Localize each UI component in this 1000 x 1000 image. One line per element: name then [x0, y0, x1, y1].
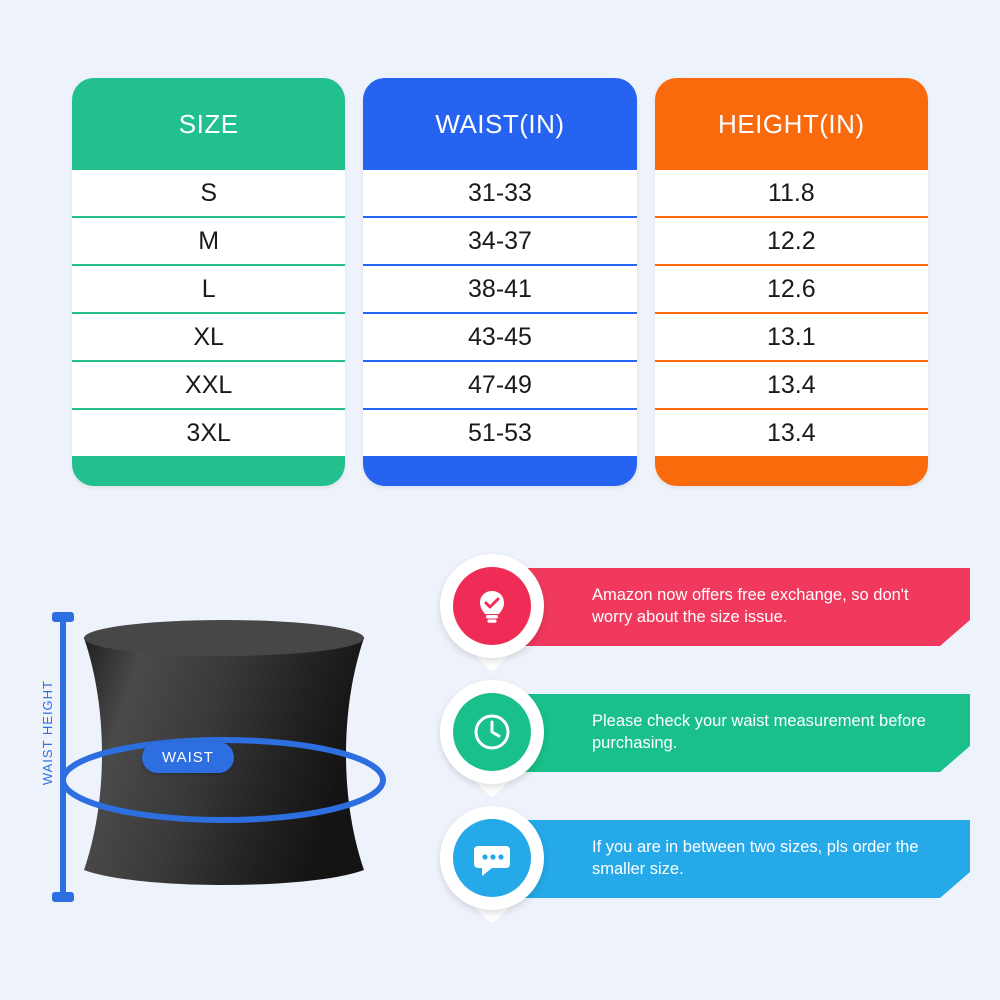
size-chart-column-size	[72, 78, 345, 486]
table-cell: 51-53	[363, 410, 636, 456]
table-cell: 3XL	[72, 410, 345, 456]
table-cell: 47-49	[363, 362, 636, 408]
table-cell: 13.4	[655, 362, 928, 408]
column-header-size: SIZE	[178, 108, 239, 139]
chat-bubble-icon	[453, 819, 531, 897]
product-diagram	[30, 570, 410, 970]
table-cell: L	[72, 266, 345, 312]
note-badge	[440, 806, 544, 910]
column-body-size	[72, 170, 345, 486]
table-cell: 38-41	[363, 266, 636, 312]
table-cell: 43-45	[363, 314, 636, 360]
note-banner-shape	[500, 820, 970, 898]
lightbulb-icon	[453, 567, 531, 645]
note-banner-shape	[500, 568, 970, 646]
table-cell: 31-33	[363, 170, 636, 216]
column-body-waist	[363, 170, 636, 486]
size-chart-column-waist	[363, 78, 636, 486]
table-cell: 11.8	[655, 170, 928, 216]
column-header-height: HEIGHT(IN)	[718, 108, 865, 139]
note-text: Amazon now offers free exchange, so don't worry about the size issue.	[592, 586, 909, 626]
note-text: Please check your waist measurement before purchasing.	[592, 712, 926, 752]
table-cell: XL	[72, 314, 345, 360]
table-cell: 34-37	[363, 218, 636, 264]
note-banner-shape	[500, 694, 970, 772]
table-cell: M	[72, 218, 345, 264]
table-cell: 13.1	[655, 314, 928, 360]
note-item	[430, 806, 970, 914]
note-text: If you are in between two sizes, pls order the smaller size.	[592, 838, 919, 878]
clock-icon	[453, 693, 531, 771]
note-badge	[440, 680, 544, 784]
waist-height-label: WAIST HEIGHT	[40, 680, 55, 786]
table-cell: 13.4	[655, 410, 928, 456]
notes-list	[430, 554, 970, 932]
note-item	[430, 554, 970, 662]
waist-label: WAIST	[142, 742, 234, 773]
table-cell: 12.2	[655, 218, 928, 264]
size-chart-column-height	[655, 78, 928, 486]
table-cell: XXL	[72, 362, 345, 408]
column-body-height	[655, 170, 928, 486]
note-item	[430, 680, 970, 788]
size-chart-table	[72, 78, 928, 486]
waist-measure-ring	[48, 720, 398, 840]
column-header-waist: WAIST(IN)	[435, 108, 565, 139]
lower-section	[0, 540, 1000, 1000]
table-cell: S	[72, 170, 345, 216]
note-badge	[440, 554, 544, 658]
table-cell: 12.6	[655, 266, 928, 312]
